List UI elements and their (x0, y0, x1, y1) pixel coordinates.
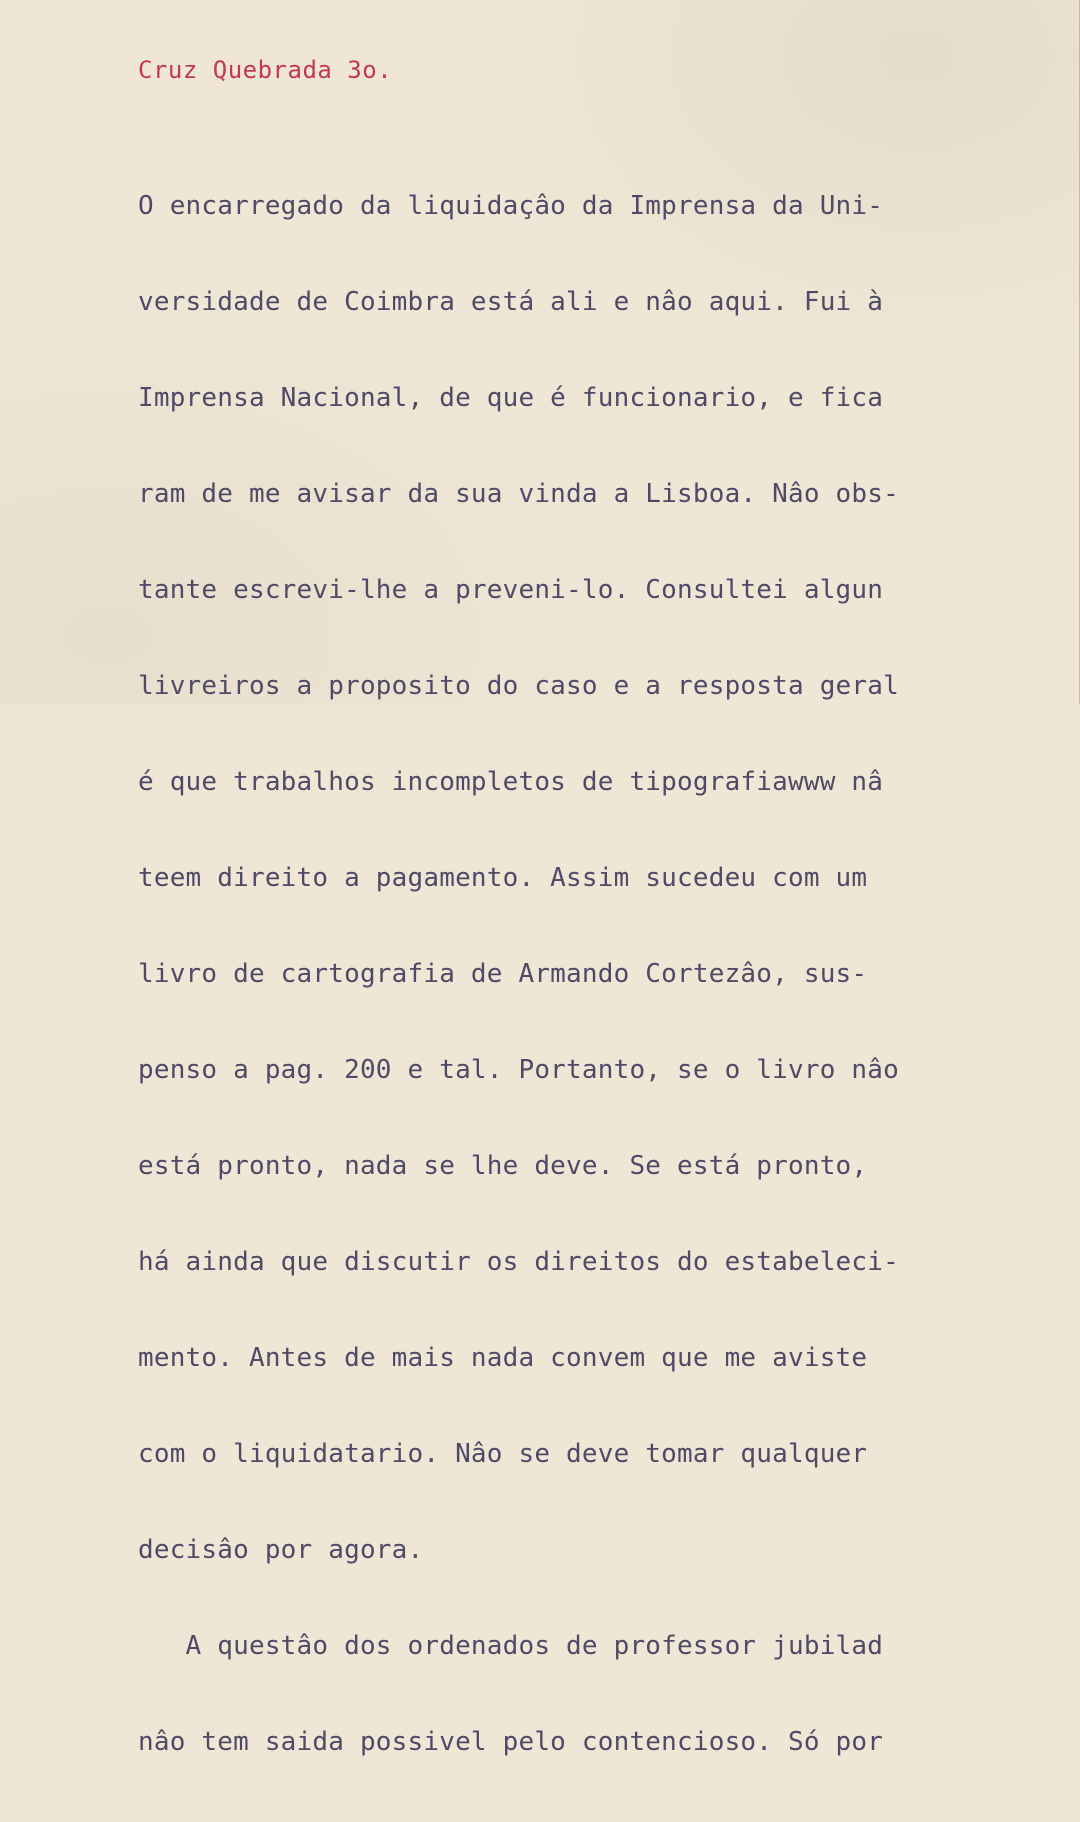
letter-line: O encarregado da liquidaçâo da Imprensa da Uni- (138, 191, 884, 221)
letter-line: há ainda que discutir os direitos do estabeleci- (138, 1247, 899, 1277)
letter-line: livro de cartografia de Armando Cortezâo, sus- (138, 959, 868, 989)
place-date-heading: Cruz Quebrada 3o. (138, 56, 393, 84)
letter-line: é que trabalhos incompletos de tipografiawww nâ (138, 767, 884, 797)
letter-line: tante escrevi-lhe a preveni-lo. Consultei algun (138, 575, 884, 605)
letter-line: nâo tem saida possivel pelo contencioso. Só por (138, 1727, 884, 1757)
letter-line: versidade de Coimbra está ali e nâo aqui. Fui à (138, 287, 884, 317)
letter-line: teem direito a pagamento. Assim sucedeu com um (138, 863, 868, 893)
letter-body (138, 126, 1080, 1822)
letter-line: com o liquidatario. Nâo se deve tomar qualquer (138, 1439, 868, 1469)
letter-line: livreiros a proposito do caso e a resposta geral (138, 671, 899, 701)
letter-line: A questâo dos ordenados de professor jubilad (138, 1631, 884, 1661)
letter-line: decisâo por agora. (138, 1535, 424, 1565)
letter-line: Imprensa Nacional, de que é funcionario, e fica (138, 383, 884, 413)
letter-line: está pronto, nada se lhe deve. Se está pronto, (138, 1151, 868, 1181)
letter-line: mento. Antes de mais nada convem que me aviste (138, 1343, 868, 1373)
letter-line: penso a pag. 200 e tal. Portanto, se o livro nâo (138, 1055, 899, 1085)
letter-line: ram de me avisar da sua vinda a Lisboa. Nâo obs- (138, 479, 899, 509)
